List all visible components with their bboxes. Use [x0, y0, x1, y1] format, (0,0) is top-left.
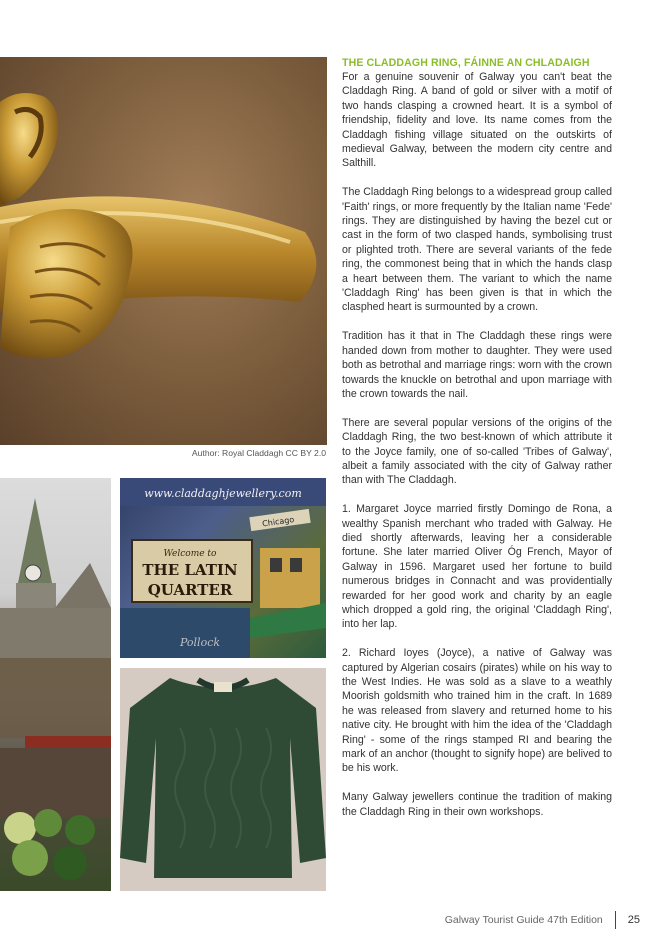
claddagh-ring-photo [0, 57, 327, 445]
article-paragraph: There are several popular versions of the origins of the Claddagh Ring, the two best-known of which attribute it to the Joyce family, one of so-called 'Tribes of Galway', albeit a family associated with the city of Galway rather than with The Claddagh. [342, 416, 612, 487]
church-market-photo [0, 478, 111, 891]
church-illustration [0, 478, 111, 891]
article-paragraph: 1. Margaret Joyce married firstly Domingo de Rona, a wealthy Spanish merchant who traded with Galway. He died shortly afterwards, leaving her a considerable fortune. She later married Oliver Óg French, Mayor of Galway in 1596. Margaret used her fortune to build numerous bridges in Connacht and was providentially rewarded for her good work and charity by an eagle which dropped a gold ring, the original 'Claddagh Ring', into her lap. [342, 503, 612, 631]
article-paragraph: For a genuine souvenir of Galway you can't beat the Claddagh Ring. A band of gold or silver with a motif of two hands clasping a crowned heart. It is a symbol of friendship, fidelity and love. Its name comes from the Claddagh fishing village situated on the outskirts of medieval Galway, between the modern city centre and Salthill. [342, 71, 612, 170]
guide-title: Galway Tourist Guide 47th Edition [444, 914, 603, 926]
sign-welcome-text: Welcome to [163, 549, 217, 559]
sweater-illustration [120, 668, 326, 891]
sign-latin-text: THE LATIN [142, 561, 238, 579]
latin-quarter-illustration [120, 478, 326, 658]
sign-url-text: www.claddaghjewellery.com [144, 487, 302, 500]
ring-illustration [0, 57, 327, 445]
ring-photo-caption: Author: Royal Claddagh CC BY 2.0 [191, 448, 326, 458]
page-number: 25 [627, 914, 640, 926]
article-paragraph: Tradition has it that in The Claddagh these rings were handed down from mother to daughter. They were used both as betrothal and marriage rings: worn with the crown towards the knuckle on betrothal and upon marriage with the crown towards the nail. [342, 330, 612, 400]
aran-sweater-photo [120, 668, 326, 891]
chicago-arrow-sign: Chicago [261, 515, 295, 529]
article-paragraph: Many Galway jewellers continue the tradition of making the Claddagh Ring in their own workshops. [342, 791, 612, 818]
sign-quarter-text: QUARTER [147, 581, 233, 599]
article-column [342, 57, 612, 833]
article-paragraph: 2. Richard Ioyes (Joyce), a native of Galway was captured by Algerian cosairs (pirates) while on his way to the West Indies. He was sold as a slave to a weathly Moorish goldsmith who trained him in the craft. In 1689 he was released from slavery and returned home to his native city. He brought with him the idea of the 'Claddagh Ring' - some of the rings stamped RI and bearing the mark of an anchor (thought to signify hope) are belived to be his work. [342, 647, 612, 775]
page-footer [445, 911, 640, 929]
footer-divider [615, 911, 616, 929]
article-heading: THE CLADDAGH RING, FÁINNE AN CHLADAIGH [342, 57, 590, 69]
painting-signature: Pollock [179, 636, 221, 649]
latin-quarter-painting-photo [120, 478, 326, 658]
article-paragraph: The Claddagh Ring belongs to a widespread group called 'Faith' rings, or more frequently by the Italian name 'Fede' rings. They are distinguished by having the bezel cut or cast in the form of two clasped hands, symbolising trust or plighted troth. There are several variants of the fede ring, the commonest being that in which the hands clasp a heart between them. The variant to which the name 'Claddagh Ring' has been given is that in which the clasphed heart is surmounted by a crown. [342, 186, 612, 314]
